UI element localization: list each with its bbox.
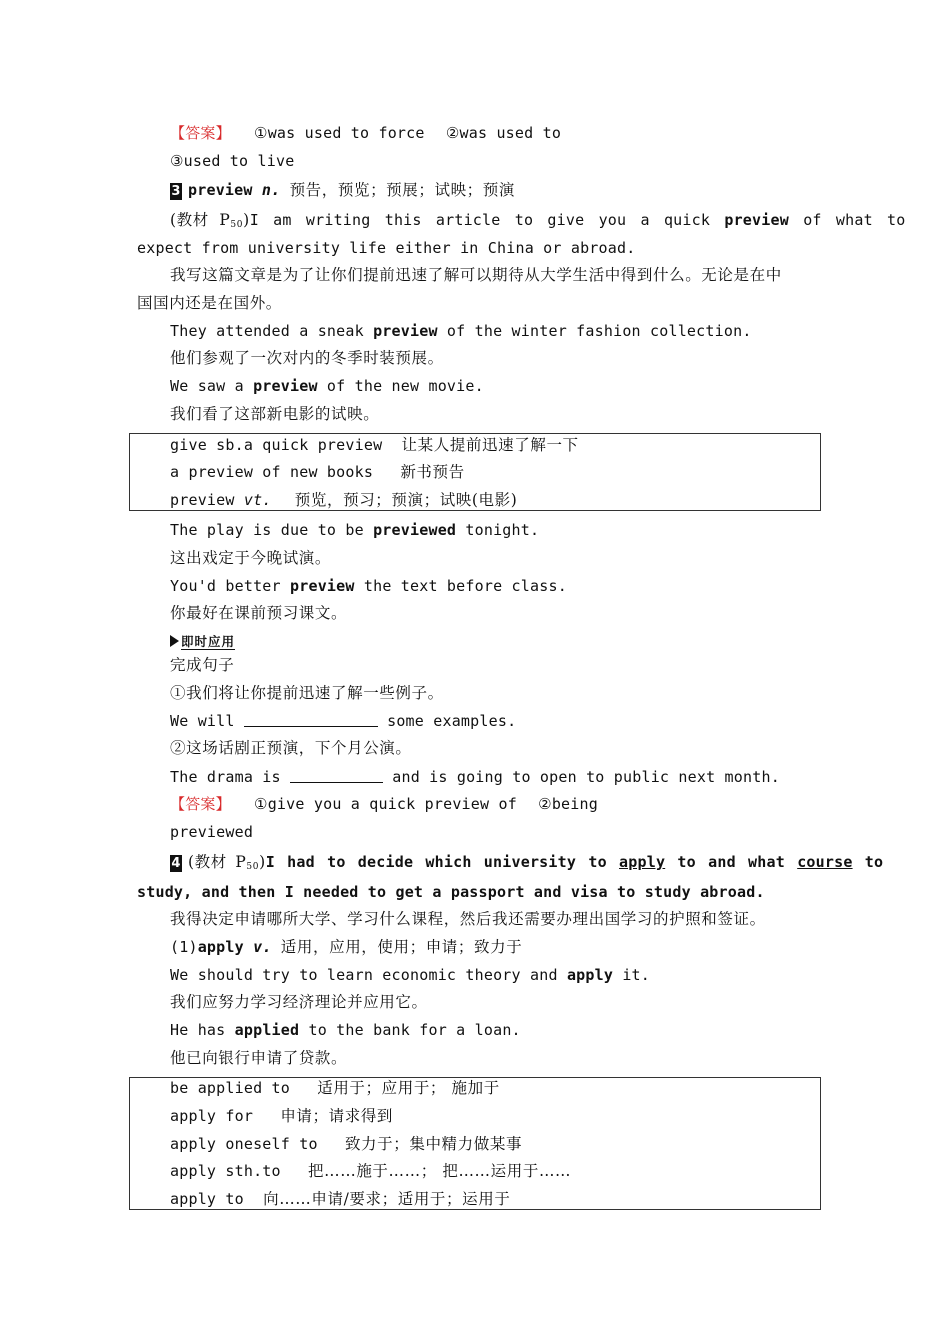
sentence-text: to the bank for a loan. (299, 1021, 521, 1039)
example-translation: 我们应努力学习经济理论并应用它。 (170, 993, 428, 1011)
source-suffix: ) (243, 211, 250, 229)
practice-blank-line (170, 767, 780, 787)
headword-meaning: 适用，应用，使用；申请；致力于 (280, 938, 523, 956)
phrase-en: apply oneself to (170, 1135, 318, 1153)
sentence-text: I am writing this article to give you a quick (249, 211, 725, 229)
phrase-en: a preview of new books (170, 463, 374, 481)
item-number-badge: 4 (171, 856, 181, 871)
item-4-translation: 我得决定申请哪所大学、学习什么课程，然后我还需要办理出国学习的护照和签证。 (170, 910, 766, 928)
sentence-text: We saw a (170, 377, 254, 395)
phrase-row (170, 462, 465, 482)
answer-number: ③ (170, 152, 184, 170)
sentence-text: of what to (788, 211, 906, 229)
item-4-sentence-line-1 (170, 852, 884, 877)
answer-line-1 (170, 123, 561, 143)
keyword: previewed (373, 521, 457, 539)
example-sentence (170, 576, 567, 596)
sentence-text: We should try to learn economic theory and (170, 966, 567, 984)
sentence-text: tonight. (456, 521, 540, 539)
phrase-en: be applied to (170, 1079, 290, 1097)
item-number-badge: 3 (171, 184, 181, 199)
phrase-row (170, 1134, 522, 1154)
example-sentence (170, 376, 484, 396)
keyword: apply (566, 966, 614, 984)
source-page: 50 (230, 220, 244, 230)
phrase-en: give sb.a quick preview (170, 436, 383, 454)
keyword: preview (724, 211, 789, 229)
sentence-text: the text before class. (354, 577, 567, 595)
phrase-row (170, 1078, 500, 1098)
sentence-text: of the new movie. (317, 377, 484, 395)
headword: apply (197, 938, 244, 956)
answer-text: being (551, 795, 598, 813)
answer-label: 【答案】 (170, 124, 231, 142)
source-prefix: (教材 P (170, 211, 231, 229)
phrase-row (170, 1106, 393, 1126)
source-prefix: (教材 P (188, 853, 247, 871)
practice-question: ①我们将让你提前迅速了解一些例子。 (170, 684, 444, 702)
sentence-text: to (852, 853, 884, 871)
sentence-text: He has (170, 1021, 235, 1039)
sentence-text: They attended a sneak (170, 322, 374, 340)
answer-number: ① (254, 124, 268, 142)
keyword: applied (234, 1021, 300, 1039)
answer-line (170, 794, 598, 814)
keyword: preview (290, 577, 355, 595)
answer-text: was used to (459, 124, 562, 142)
part-of-speech: v. (253, 938, 272, 956)
phrase-en: apply sth.to (170, 1162, 281, 1180)
keyword: preview (253, 377, 318, 395)
phrase-en: preview (170, 491, 244, 509)
part-of-speech: vt. (243, 491, 272, 509)
example-translation: 我们看了这部新电影的试映。 (170, 405, 380, 423)
headword: preview (188, 181, 253, 199)
answer-number: ② (538, 795, 552, 813)
phrase-cn: 申请；请求得到 (280, 1107, 394, 1125)
phrase-cn: 预览，预习；预演；试映(电影) (294, 491, 518, 509)
item-4-sentence-line-2: study, and then I needed to get a passport and visa to study abroad. (137, 883, 765, 901)
practice-task: 完成句子 (170, 656, 235, 674)
practice-question: ②这场话剧正预演，下个月公演。 (170, 739, 412, 757)
translation-line-1: 我写这篇文章是为了让你们提前迅速了解可以期待从大学生活中得到什么。无论是在中 (170, 266, 782, 284)
sentence-text: We will (170, 712, 244, 730)
answer-text: was used to force (267, 124, 425, 142)
answer-label: 【答案】 (170, 795, 231, 813)
phrase-cn: 新书预告 (400, 463, 465, 481)
practice-label-text: 即时应用 (181, 634, 236, 649)
phrase-row (170, 1189, 510, 1209)
sentence-text: I had to decide which university to (265, 853, 620, 871)
sentence-text: some examples. (377, 712, 517, 730)
example-sentence (170, 1020, 521, 1040)
example-translation: 你最好在课前预习课文。 (170, 604, 348, 622)
phrase-row (170, 490, 517, 510)
phrase-en: apply to (170, 1190, 244, 1208)
phrase-cn: 致力于；集中精力做某事 (344, 1135, 523, 1153)
example-sentence (170, 321, 752, 341)
source-page: 50 (246, 862, 260, 872)
phrase-cn: 适用于；应用于； 施加于 (317, 1079, 500, 1097)
keyword: course (797, 853, 853, 871)
answer-text: used to live (183, 152, 295, 170)
part-of-speech: n. (261, 181, 281, 199)
practice-label (170, 631, 235, 652)
sentence-text: and is going to open to public next month. (383, 768, 780, 786)
answer-blank[interactable] (244, 712, 378, 727)
answer-line: previewed (170, 823, 254, 841)
play-arrow-icon (170, 635, 179, 647)
sentence-text: it. (613, 966, 651, 984)
keyword: apply (619, 853, 666, 871)
answer-number: ② (445, 124, 460, 142)
source-sentence-line-2: expect from university life either in China or abroad. (137, 239, 636, 257)
answer-blank[interactable] (290, 768, 383, 783)
sub-number: (1) (170, 938, 198, 956)
sentence-text: of the winter fashion collection. (437, 322, 752, 340)
phrase-en: apply for (170, 1107, 254, 1125)
sentence-text: to and what (665, 853, 798, 871)
source-sentence-line-1 (170, 210, 906, 235)
answer-text: give you a quick preview of (267, 795, 517, 813)
example-translation: 他们参观了一次对内的冬季时装预展。 (170, 349, 444, 367)
phrase-cn: 让某人提前迅速了解一下 (401, 436, 579, 454)
sentence-text: You'd better (170, 577, 290, 595)
example-translation: 他已向银行申请了贷款。 (170, 1049, 348, 1067)
phrase-row (170, 435, 579, 455)
sentence-text: The drama is (170, 768, 290, 786)
keyword: preview (373, 322, 438, 340)
example-sentence (170, 520, 539, 540)
answer-number: ① (254, 795, 268, 813)
item-3-heading (170, 180, 515, 200)
phrase-cn: 向……申请/要求；适用于；运用于 (263, 1190, 511, 1208)
example-translation: 这出戏定于今晚试演。 (170, 549, 332, 567)
practice-blank-line (170, 711, 516, 731)
phrase-row (170, 1161, 571, 1181)
translation-line-2: 国国内还是在国外。 (137, 294, 282, 312)
answer-line-2 (170, 151, 294, 171)
source-suffix: ) (259, 853, 266, 871)
phrase-cn: 把……施于……； 把……运用于…… (308, 1162, 572, 1180)
headword-meaning: 预告，预览；预展；试映；预演 (289, 181, 515, 199)
sentence-text: The play is due to be (170, 521, 374, 539)
sub-heading (170, 937, 522, 957)
example-sentence (170, 965, 650, 985)
